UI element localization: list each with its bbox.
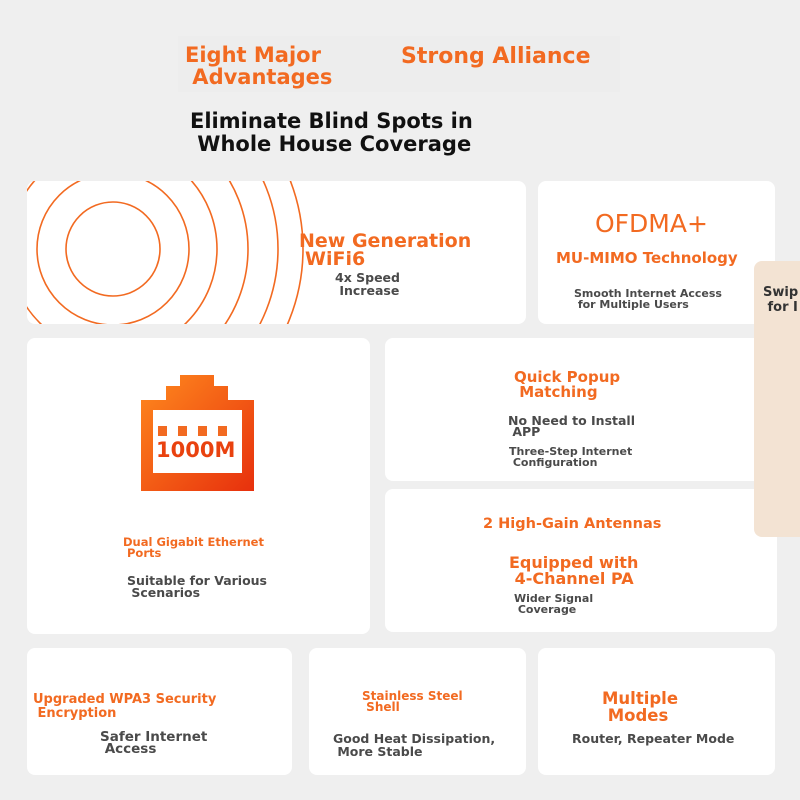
modes-desc: Router, Repeater Mode bbox=[572, 731, 735, 746]
wifi6-desc: 4x Speed Increase bbox=[335, 270, 400, 298]
steel-shell-feature-card bbox=[309, 648, 526, 775]
ofdma-desc: Smooth Internet Access for Multiple Users bbox=[574, 287, 722, 311]
ofdma-title: OFDMA+ bbox=[595, 209, 708, 238]
eight-major-advantages-heading: Eight Major Advantages bbox=[185, 43, 333, 89]
mu-mimo-subtitle: MU-MIMO Technology bbox=[556, 249, 738, 267]
gigabit-desc: Suitable for Various Scenarios bbox=[127, 573, 268, 600]
steel-title: Stainless Steel Shell bbox=[362, 689, 463, 714]
signal-rings-icon bbox=[27, 181, 327, 324]
quick-popup-desc-1: No Need to Install APP bbox=[508, 413, 636, 439]
wpa3-desc: Safer Internet Access bbox=[100, 729, 208, 757]
ethernet-port-icon bbox=[139, 375, 257, 493]
antennas-feature-card bbox=[385, 489, 777, 632]
ofdma-feature-card bbox=[538, 181, 775, 324]
multiple-modes-feature-card bbox=[538, 648, 775, 775]
quick-popup-title: Quick Popup Matching bbox=[514, 368, 621, 401]
gigabit-badge: 1000M bbox=[156, 438, 236, 462]
swipe-tab-label: Swip for I bbox=[763, 285, 799, 315]
strong-alliance-heading: Strong Alliance bbox=[401, 44, 591, 69]
quick-popup-feature-card bbox=[385, 338, 777, 481]
gigabit-title: Dual Gigabit Ethernet Ports bbox=[123, 535, 264, 560]
page-title: Eliminate Blind Spots in Whole House Coverage bbox=[190, 109, 473, 156]
antennas-subtitle: Equipped with 4-Channel PA bbox=[509, 553, 639, 588]
modes-title: Multiple Modes bbox=[602, 689, 679, 725]
wpa3-feature-card bbox=[27, 648, 292, 775]
wifi6-feature-card bbox=[27, 181, 526, 324]
antennas-desc: Wider Signal Coverage bbox=[514, 592, 594, 616]
steel-desc: Good Heat Dissipation, More Stable bbox=[333, 731, 496, 759]
quick-popup-desc-2: Three-Step Internet Configuration bbox=[509, 445, 633, 469]
antennas-title: 2 High-Gain Antennas bbox=[483, 516, 662, 532]
gigabit-feature-card bbox=[27, 338, 370, 634]
wifi6-title: New Generation WiFi6 bbox=[299, 230, 472, 270]
swipe-tab[interactable] bbox=[754, 261, 800, 537]
wpa3-title: Upgraded WPA3 Security Encryption bbox=[33, 692, 217, 721]
